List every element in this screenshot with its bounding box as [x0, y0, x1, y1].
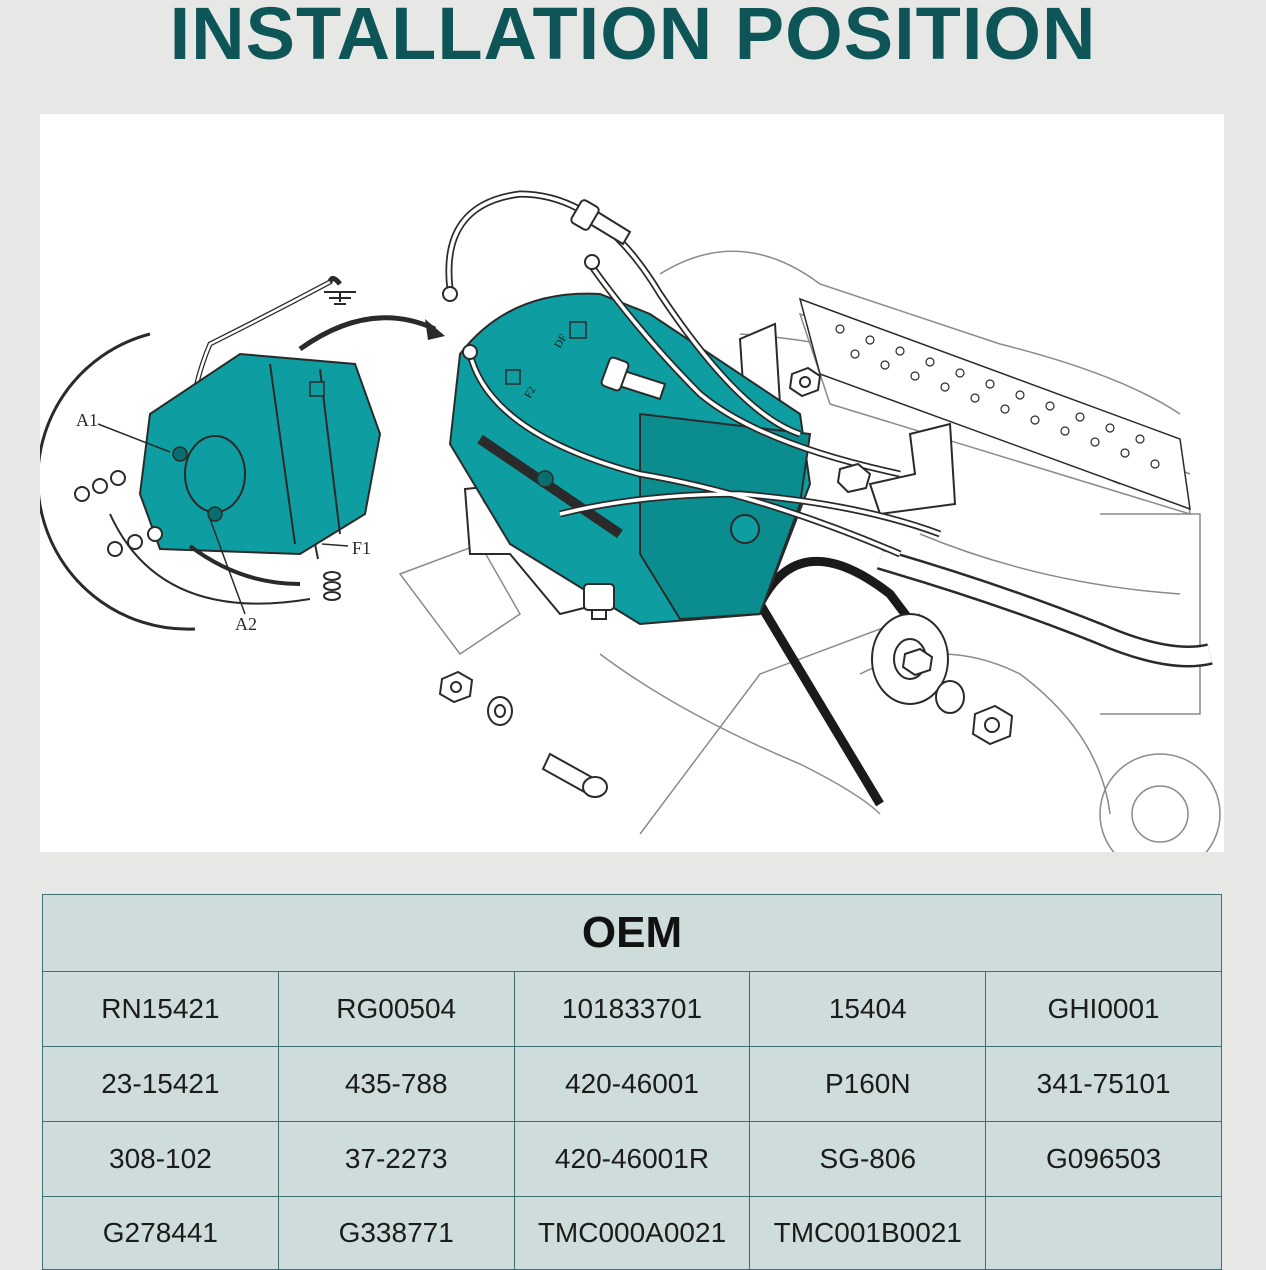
table-cell: 420-46001R	[514, 1122, 750, 1197]
table-cell: 308-102	[43, 1122, 279, 1197]
label-df: DF	[552, 332, 570, 351]
installation-diagram	[40, 114, 1224, 852]
table-cell: G096503	[986, 1122, 1222, 1197]
table-cell: G278441	[43, 1197, 279, 1270]
label-f2: F2	[522, 384, 539, 401]
table-cell: 15404	[750, 972, 986, 1047]
table-cell: P160N	[750, 1047, 986, 1122]
page-title: INSTALLATION POSITION	[169, 0, 1097, 75]
table-row	[43, 1122, 1222, 1197]
table-cell: RG00504	[278, 972, 514, 1047]
table-cell: 37-2273	[278, 1122, 514, 1197]
bolt-lower	[584, 584, 614, 619]
bolt-top	[570, 199, 630, 244]
ground-icon	[324, 292, 356, 304]
table-cell: SG-806	[750, 1122, 986, 1197]
motor-inset	[140, 354, 380, 584]
table-cell: 420-46001	[514, 1047, 750, 1122]
table-cell: RN15421	[43, 972, 279, 1047]
bolt-bottom	[543, 754, 607, 797]
table-cell: GHI0001	[986, 972, 1222, 1047]
table-cell: TMC000A0021	[514, 1197, 750, 1270]
label-a2: A2	[235, 614, 257, 634]
table-cell	[986, 1197, 1222, 1270]
table-cell: G338771	[278, 1197, 514, 1270]
table-cell: TMC001B0021	[750, 1197, 986, 1270]
table-cell: 101833701	[514, 972, 750, 1047]
table-cell: 341-75101	[986, 1047, 1222, 1122]
table-cell: 23-15421	[43, 1047, 279, 1122]
label-f1: F1	[352, 538, 372, 558]
label-a1: A1	[76, 410, 98, 430]
belt-pulley	[760, 561, 948, 804]
oem-table	[42, 894, 1222, 1270]
table-row	[43, 972, 1222, 1047]
arrow-icon	[300, 318, 445, 349]
table-row	[43, 1047, 1222, 1122]
installation-diagram-svg	[40, 114, 1224, 852]
oem-table-header: OEM	[43, 895, 1222, 972]
table-row	[43, 1197, 1222, 1270]
table-cell: 435-788	[278, 1047, 514, 1122]
